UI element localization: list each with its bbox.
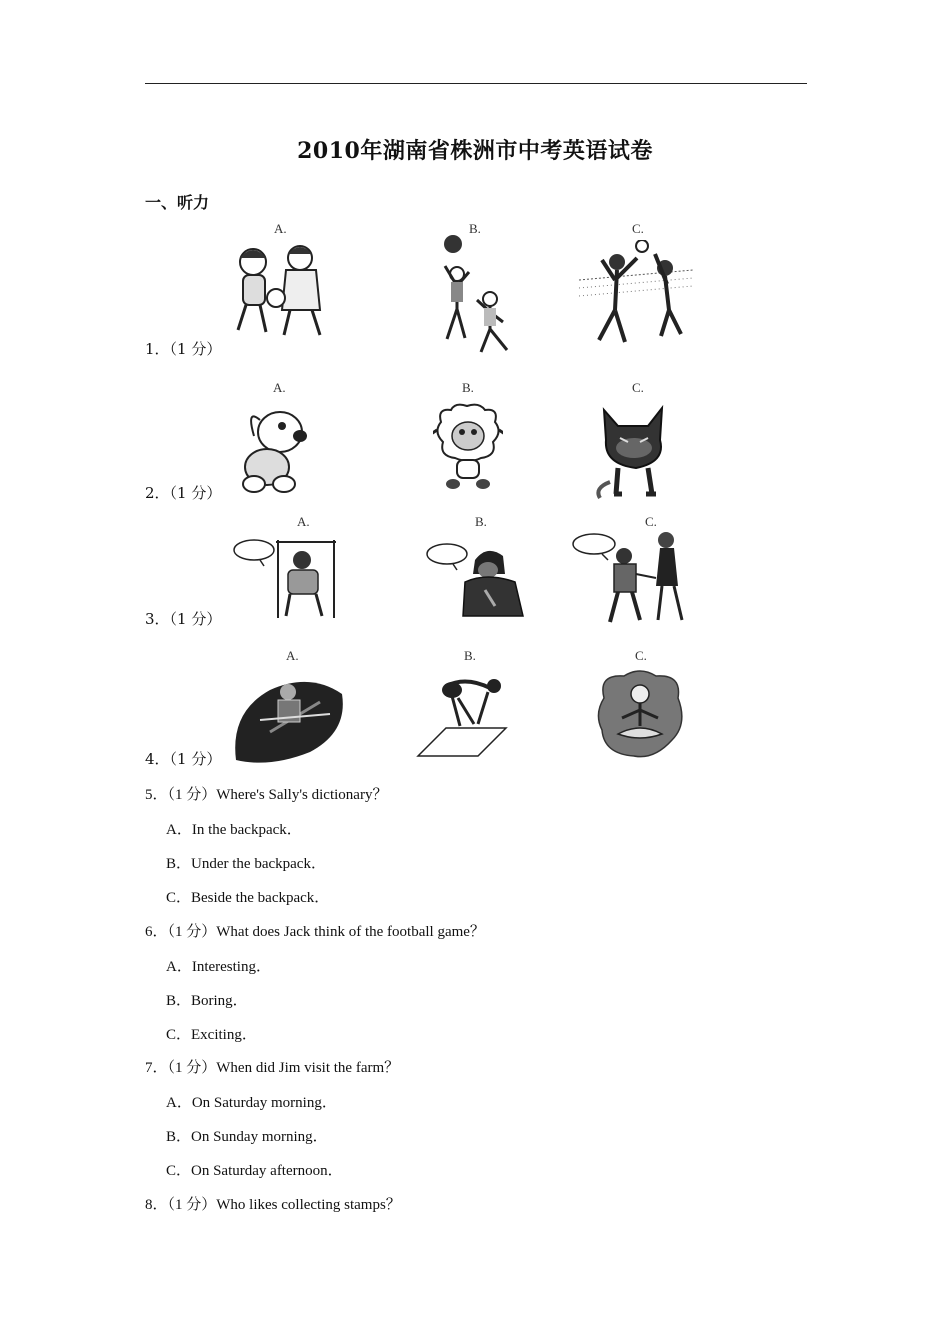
children-playing-icon — [228, 240, 332, 340]
question-5-option-c[interactable]: C．Beside the backpack． — [166, 890, 330, 906]
q2-option-a-label: A. — [273, 380, 286, 395]
q4-option-a-label: A. — [286, 648, 299, 663]
q1-option-b-label: B. — [469, 221, 481, 236]
person-in-boat-icon — [230, 672, 350, 764]
person-in-hood-icon — [425, 540, 525, 618]
swimmer-diving-icon — [416, 668, 511, 762]
question-5-option-b[interactable]: B．Under the backpack． — [166, 856, 326, 872]
q3-option-a-label: A. — [297, 514, 310, 529]
question-6-option-a[interactable]: A．Interesting． — [166, 959, 271, 975]
question-8-stem: 8．（1 分）Who likes collecting stamps？ — [145, 1197, 401, 1213]
q2-option-c-label: C. — [632, 380, 644, 395]
cartoon-wolf-icon — [596, 402, 671, 500]
question-2-number: 2．（1 分） — [145, 484, 222, 502]
question-3-number: 3．（1 分） — [145, 610, 222, 628]
man-on-swing-icon — [230, 538, 345, 620]
q3-option-b-label: B. — [475, 514, 487, 529]
cartoon-dog-icon — [232, 402, 312, 497]
q4-option-b-label: B. — [464, 648, 476, 663]
q2-option-b-label: B. — [462, 380, 474, 395]
header-rule — [145, 83, 807, 84]
question-5-option-a[interactable]: A．In the backpack． — [166, 822, 302, 838]
basketball-players-icon — [435, 234, 520, 356]
question-7-stem: 7．（1 分）When did Jim visit the farm？ — [145, 1060, 400, 1076]
question-7-option-a[interactable]: A．On Saturday morning． — [166, 1095, 337, 1111]
page-title: 2010年湖南省株洲市中考英语试卷 — [297, 138, 653, 164]
question-4-number: 4．（1 分） — [145, 750, 222, 768]
volleyball-players-icon — [577, 240, 695, 348]
person-meditating-icon — [594, 668, 686, 760]
q4-option-c-label: C. — [635, 648, 647, 663]
q3-option-c-label: C. — [645, 514, 657, 529]
section-heading: 一、听力 — [145, 193, 210, 212]
question-1-number: 1．（1 分） — [145, 340, 222, 358]
question-7-option-c[interactable]: C．On Saturday afternoon． — [166, 1163, 343, 1179]
people-walking-icon — [570, 530, 696, 626]
q1-option-c-label: C. — [632, 221, 644, 236]
cartoon-sheep-icon — [433, 402, 503, 494]
question-7-option-b[interactable]: B．On Sunday morning． — [166, 1129, 328, 1145]
question-6-option-c[interactable]: C．Exciting． — [166, 1027, 257, 1043]
q1-option-a-label: A. — [274, 221, 287, 236]
question-6-option-b[interactable]: B．Boring． — [166, 993, 248, 1009]
question-6-stem: 6．（1 分）What does Jack think of the football game？ — [145, 924, 485, 940]
question-5-stem: 5．（1 分）Where's Sally's dictionary？ — [145, 787, 388, 803]
